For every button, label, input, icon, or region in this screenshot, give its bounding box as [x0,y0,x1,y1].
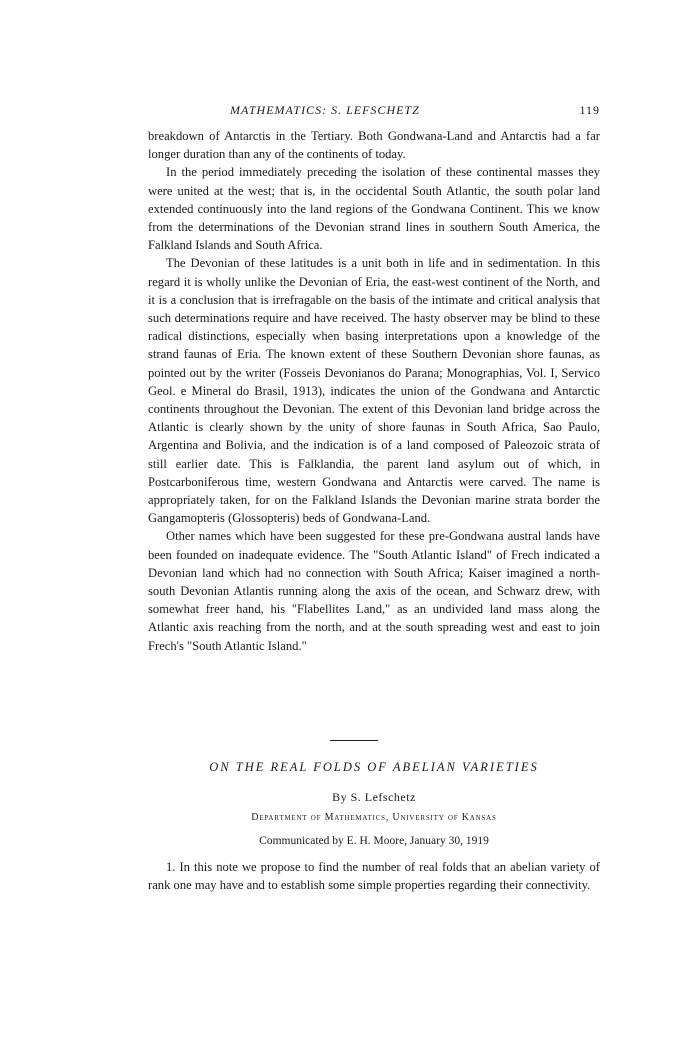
previous-article-text [148,127,600,655]
communicated-line: Communicated by E. H. Moore, January 30, 1919 [259,835,489,847]
paragraph: 1. In this note we propose to find the number of real folds that an abelian variety of rank one may have and to establish some simple properties regarding their connectivity. [148,860,600,893]
paragraph: The Devonian of these latitudes is a unit both in life and in sedimentation. In this regard it is wholly unlike the Devonian of Eria, the east-west continent of the North, and it is a conclusion that is irrefragable on the basis of the intimate and critical analysis that such determinations require and have received. The hasty observer may be blind to these radical distinctions, especially when basing interpretations upon a knowledge of the strand faunas of Eria. The known extent of these Southern Devonian shore faunas, as pointed out by the writer (Fosseis Devonianos do Parana; Monographias, Vol. I, Servico Geol. e Mineral do Brasil, 1913), indicates the union of the Gondwana and Antarctic continents throughout the Devonian. The extent of this Devonian land bridge across the Atlantic is clearly shown by the unity of shore faunas in South Africa, Sao Paulo, Argentina and Bolivia, and the indication is of a land composed of Paleozoic strata of still earlier date. This is Falklandia, the parent land asylum out of which, in Postcarboniferous time, western Gondwana and Antarctis were carved. The name is appropriately taken, for on the Falkland Islands the Devonian marine strata border the Gangamopteris (Glossopteris) beds of Gondwana-Land. [148,256,600,526]
paragraph: In the period immediately preceding the isolation of these continental masses they were united at the west; that is, in the occidental South Atlantic, the south polar land extended continuously into the land regions of the Gondwana Continent. This we know from the determinations of the Devonian strand lines in southern South America, the Falkland Islands and South Africa. [148,165,600,253]
paragraph: breakdown of Antarctis in the Tertiary. Both Gondwana-Land and Antarctis had a far longer duration than any of the continents of today. [148,129,600,162]
running-head-title: MATHEMATICS: S. LEFSCHETZ [230,103,420,117]
paragraph: Other names which have been suggested for these pre-Gondwana austral lands have been founded on inadequate evidence. The "South Atlantic Island" of Frech indicated a Devonian land which had no connection with South Africa; Kaiser imagined a north-south Devonian Atlantis running along the axis of the ocean, and Schwarz drew, with somewhat freer hand, his "Flabellites Land," as an undivided land mass along the Atlantic axis reaching from the north, and at the south spreading west and east to join Frech's "South Atlantic Island." [148,529,600,653]
article-affiliation: Department of Mathematics, University of Kansas [251,812,497,823]
article-title: ON THE REAL FOLDS OF ABELIAN VARIETIES [209,760,539,774]
section-divider [330,740,378,741]
article-author: By S. Lefschetz [332,790,416,804]
article-body [148,858,600,894]
page-number: 119 [579,103,600,117]
